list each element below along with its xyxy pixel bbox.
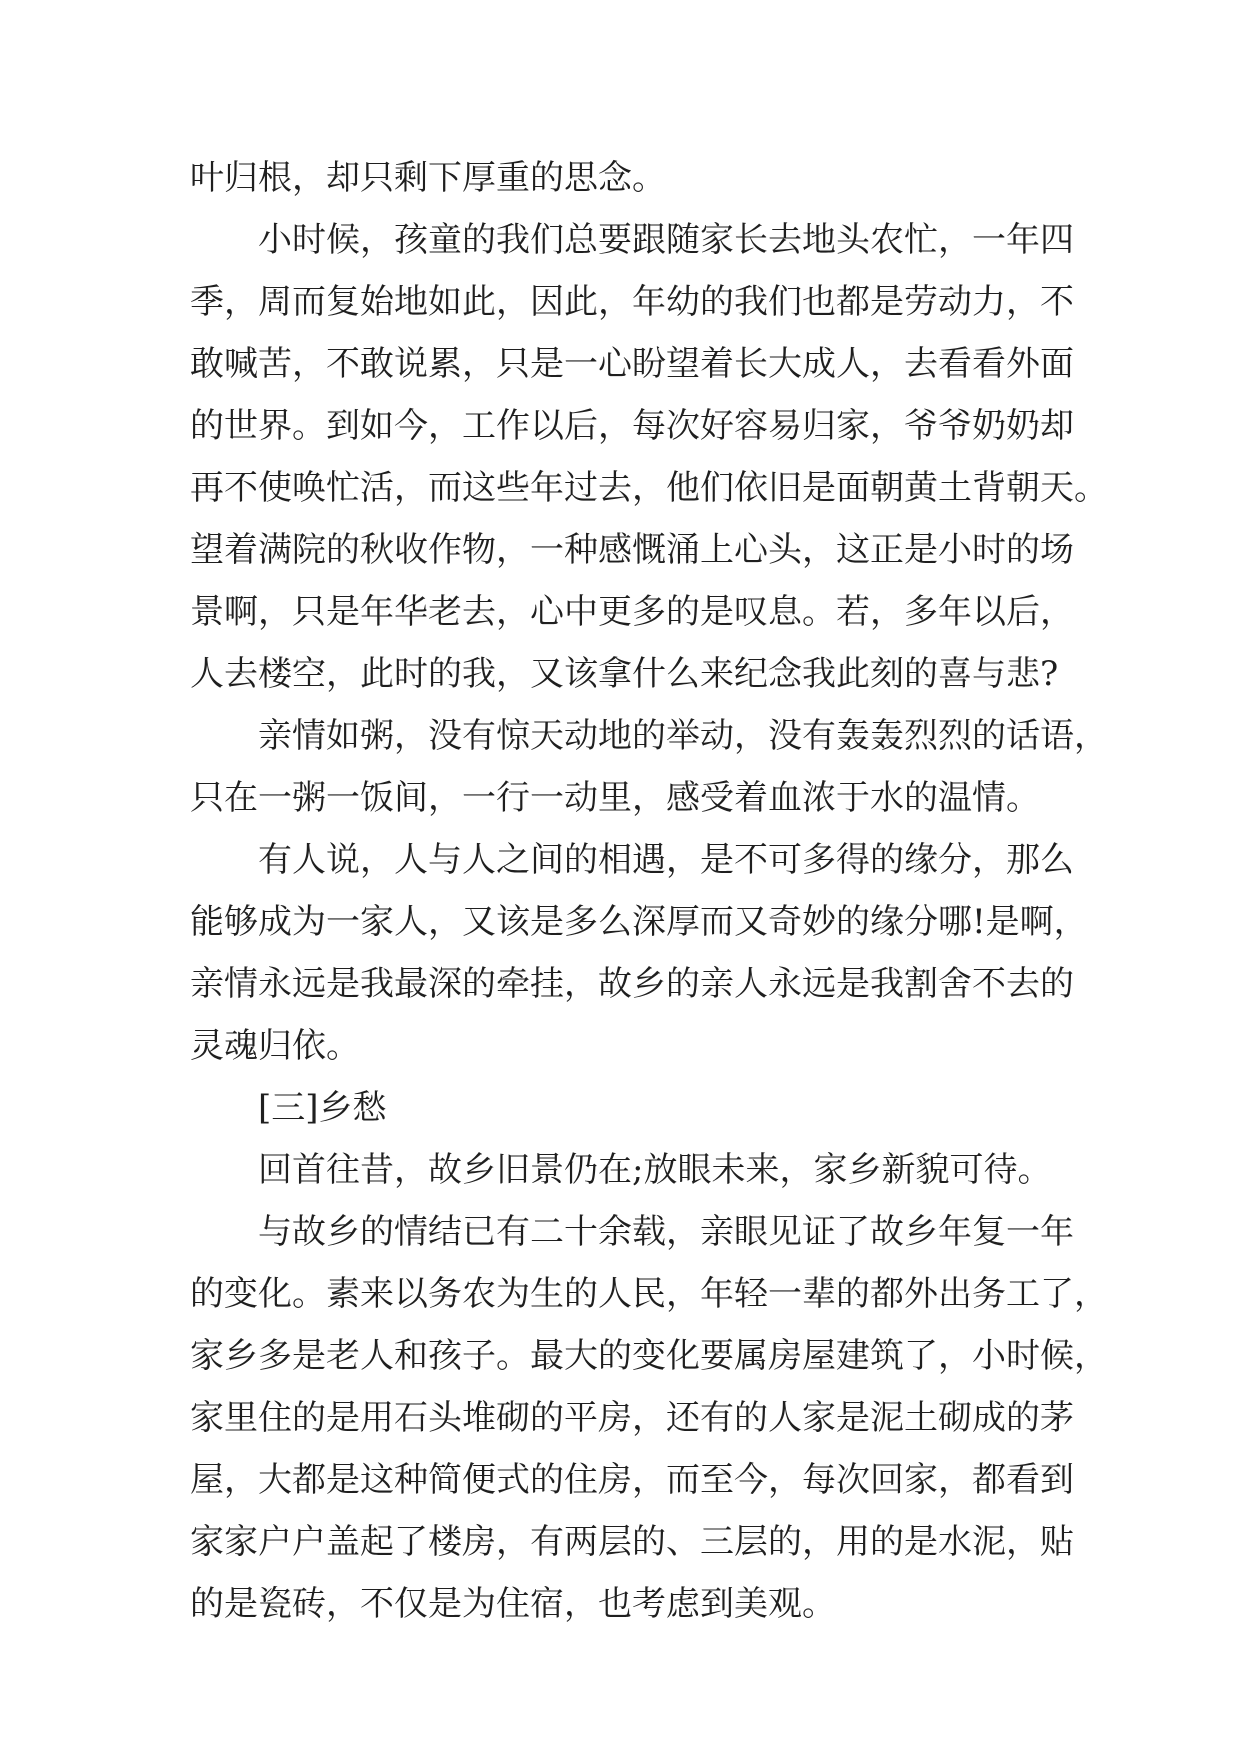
text-line: 有人说，人与人之间的相遇，是不可多得的缘分，那么 xyxy=(258,840,1074,880)
text-line: 的变化。素来以务农为生的人民，年轻一辈的都外出务工了， xyxy=(190,1274,1108,1314)
text-line: 回首往昔，故乡旧景仍在;放眼未来，家乡新貌可待。 xyxy=(258,1150,1052,1190)
text-line: 只在一粥一饭间，一行一动里，感受着血浓于水的温情。 xyxy=(190,778,1040,818)
text-line: 能够成为一家人，又该是多么深厚而又奇妙的缘分哪!是啊， xyxy=(190,902,1088,942)
section-heading: [三]乡愁 xyxy=(258,1088,387,1128)
text-line: 家家户户盖起了楼房，有两层的、三层的，用的是水泥，贴 xyxy=(190,1522,1074,1562)
text-line: 叶归根，却只剩下厚重的思念。 xyxy=(190,158,666,198)
text-line: 亲情永远是我最深的牵挂，故乡的亲人永远是我割舍不去的 xyxy=(190,964,1074,1004)
text-line: 小时候，孩童的我们总要跟随家长去地头农忙，一年四 xyxy=(258,220,1074,260)
text-line: 景啊，只是年华老去，心中更多的是叹息。若，多年以后， xyxy=(190,592,1074,632)
text-line: 敢喊苦，不敢说累，只是一心盼望着长大成人，去看看外面 xyxy=(190,344,1074,384)
text-line: 灵魂归依。 xyxy=(190,1026,360,1066)
text-line: 的世界。到如今，工作以后，每次好容易归家，爷爷奶奶却 xyxy=(190,406,1074,446)
body-text xyxy=(190,147,1108,1635)
text-line: 望着满院的秋收作物，一种感慨涌上心头，这正是小时的场 xyxy=(190,530,1074,570)
text-line: 亲情如粥，没有惊天动地的举动，没有轰轰烈烈的话语， xyxy=(258,716,1108,756)
text-line: 家乡多是老人和孩子。最大的变化要属房屋建筑了，小时候， xyxy=(190,1336,1108,1376)
text-line: 屋，大都是这种简便式的住房，而至今，每次回家，都看到 xyxy=(190,1460,1074,1500)
text-line: 再不使唤忙活，而这些年过去，他们依旧是面朝黄土背朝天。 xyxy=(190,468,1108,508)
text-line: 与故乡的情结已有二十余载，亲眼见证了故乡年复一年 xyxy=(258,1212,1074,1252)
text-line: 家里住的是用石头堆砌的平房，还有的人家是泥土砌成的茅 xyxy=(190,1398,1074,1438)
text-line: 的是瓷砖，不仅是为住宿，也考虑到美观。 xyxy=(190,1584,836,1624)
text-line: 人去楼空，此时的我，又该拿什么来纪念我此刻的喜与悲? xyxy=(190,654,1059,694)
text-line: 季，周而复始地如此，因此，年幼的我们也都是劳动力，不 xyxy=(190,282,1074,322)
